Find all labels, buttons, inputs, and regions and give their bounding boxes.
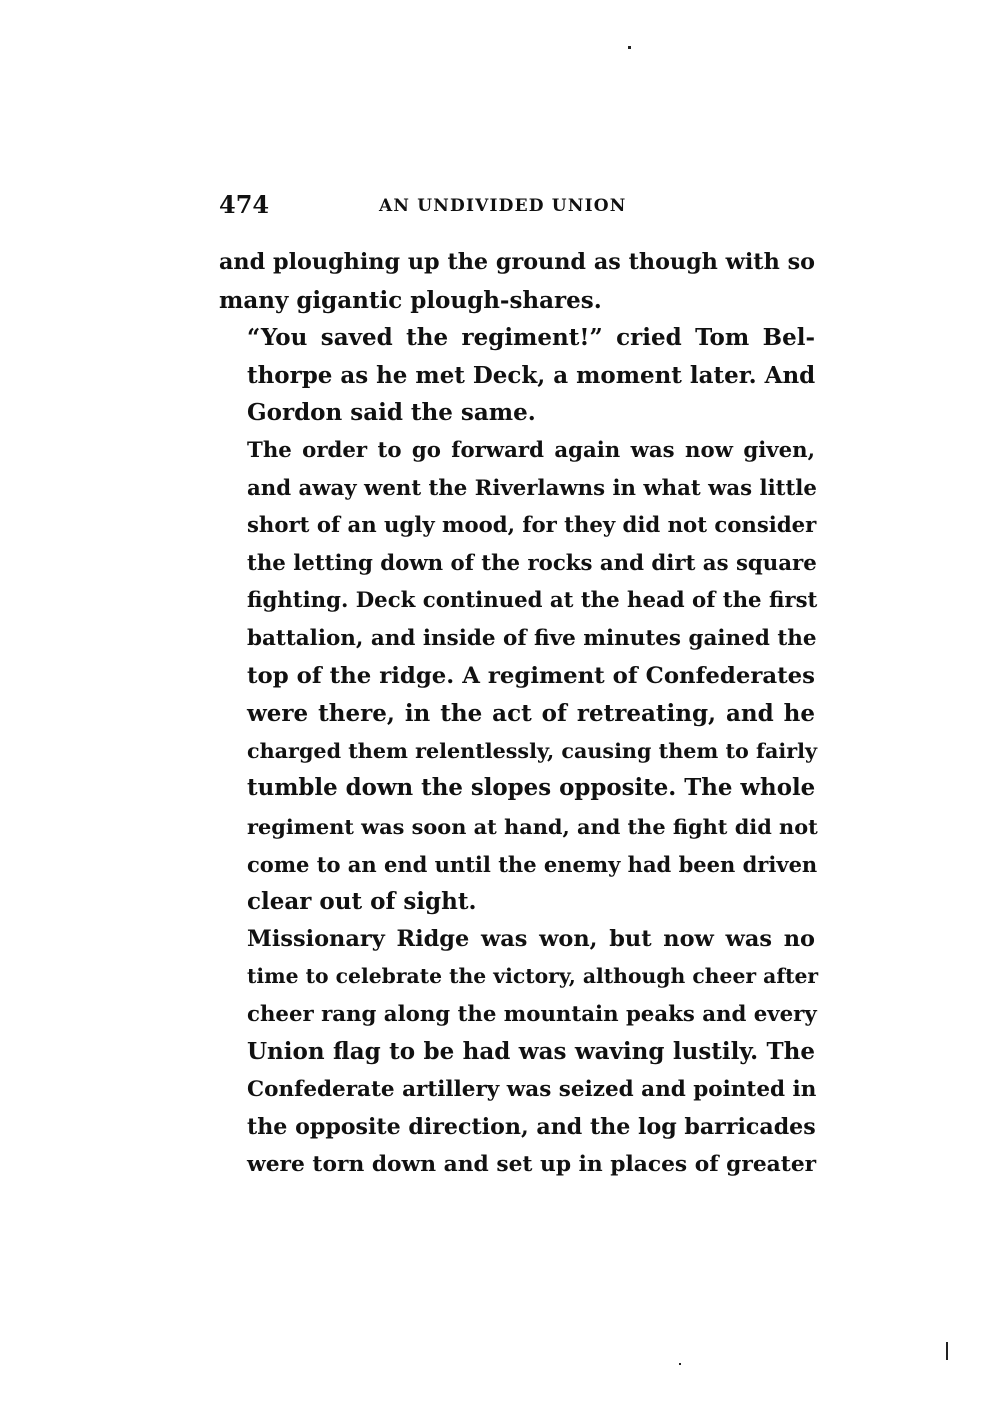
text-line: time to celebrate the victory, although cheer after: [247, 964, 819, 989]
page-number: 474: [219, 190, 270, 219]
text-line: short of an ugly mood, for they did not consider: [247, 513, 817, 539]
text-line: battalion, and inside of five minutes gained the: [247, 625, 817, 651]
text-line: regiment was soon at hand, and the fight did not: [247, 813, 818, 839]
text-line: and ploughing up the ground as though with so: [219, 249, 815, 275]
scan-speck: [946, 1342, 948, 1360]
text-line: charged them relentlessly, causing them to fairly: [247, 738, 817, 763]
paragraph: [219, 244, 815, 319]
body-text: [219, 244, 819, 1184]
text-line: were torn down and set up in places of greater: [247, 1152, 817, 1178]
text-line: the letting down of the rocks and dirt as square: [247, 550, 817, 576]
running-head: AN UNDIVIDED UNION: [379, 196, 627, 216]
scan-speck: [679, 1363, 681, 1365]
text-line: cheer rang along the mountain peaks and every: [247, 1001, 817, 1027]
text-line: many gigantic plough-shares.: [219, 286, 602, 314]
paragraph: [219, 432, 818, 921]
text-line: tumble down the slopes opposite. The whole: [247, 775, 816, 802]
paragraph: [219, 319, 815, 432]
text-line: and away went the Riverlawns in what was little: [247, 475, 817, 501]
text-line: top of the ridge. A regiment of Confederates: [247, 662, 815, 689]
page-header: [219, 192, 819, 222]
text-line: Missionary Ridge was won, but now was no: [247, 925, 815, 952]
text-line: Confederate artillery was seized and pointed in: [247, 1077, 817, 1103]
scan-speck: [628, 46, 631, 49]
text-line: “You saved the regiment!” cried Tom Bel-: [247, 324, 815, 352]
text-line: the opposite direction, and the log barricades: [247, 1113, 816, 1140]
text-line: The order to go forward again was now given,: [247, 437, 815, 463]
text-line: Gordon said the same.: [247, 399, 536, 427]
paragraph: [219, 921, 819, 1184]
text-line: were there, in the act of retreating, and he: [247, 700, 815, 728]
text-line: Union flag to be had was waving lustily. The: [247, 1038, 815, 1066]
text-line: come to an end until the enemy had been driven: [247, 851, 818, 877]
text-line: clear out of sight.: [247, 888, 477, 916]
text-line: fighting. Deck continued at the head of the first: [247, 588, 818, 614]
text-line: thorpe as he met Deck, a moment later. And: [247, 361, 816, 389]
